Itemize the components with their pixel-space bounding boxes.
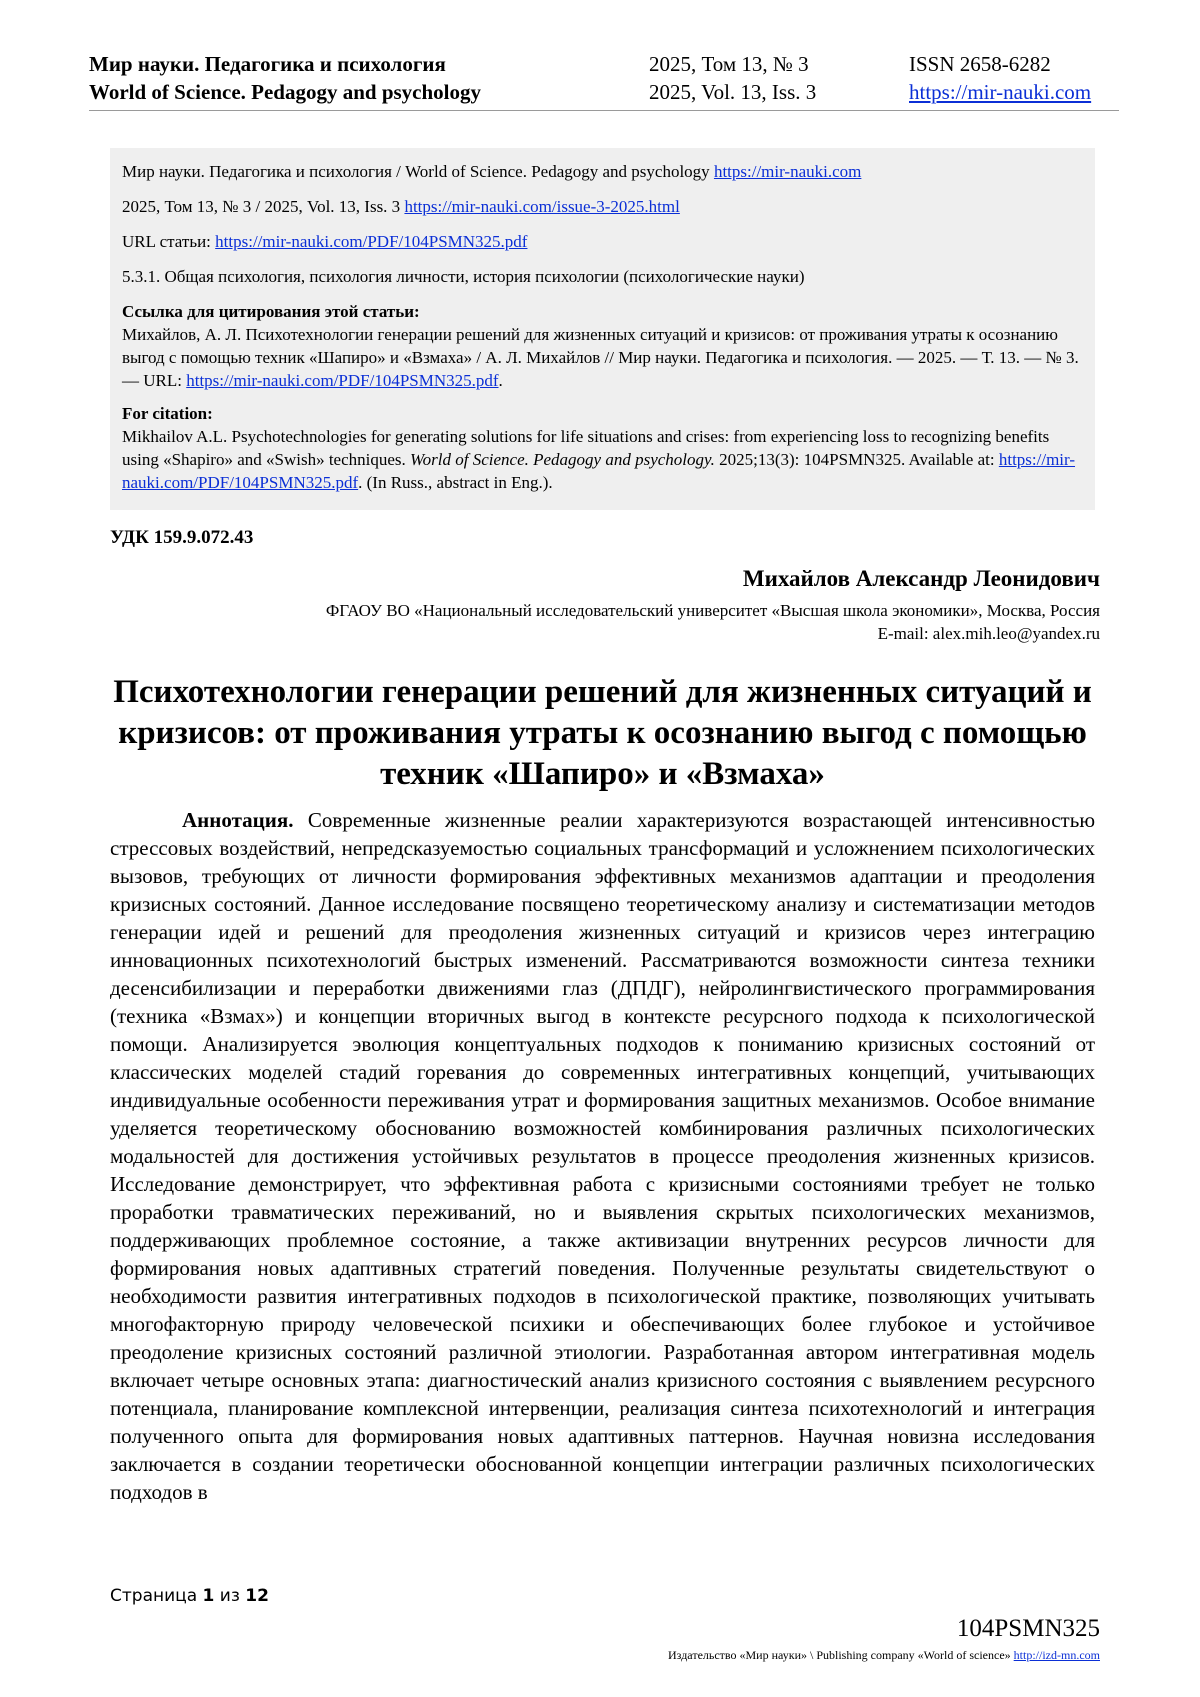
issue-ru: 2025, Том 13, № 3 [649,52,809,76]
citation-en-tail: 2025;13(3): 104PSMN325. Available at: [719,450,995,469]
journal-line: Мир науки. Педагогика и психология / World of Science. Pedagogy and psychology https://mir-nauki.com [122,162,862,181]
citation-en [122,402,1083,494]
citation-ru-text: Михайлов, А. Л. Психотехнологии генерации решений для жизненных ситуаций и кризисов: от проживания утраты к осознанию выгод с помощью техник «Шапиро» и «Взмаха» / А. Л. Михайлов // Мир науки. Педагогика и психология. — 2025. — Т. 13. — № 3. — URL: [122,325,1079,390]
author-name: Михайлов Александр Леонидович [742,566,1100,591]
citation-en-link[interactable]: https://mir-nauki.com/PDF/104PSMN325.pdf [122,450,1076,492]
header-divider [89,110,1119,111]
journal-url-link[interactable]: https://mir-nauki.com [713,162,862,181]
article-title: Психотехнологии генерации решений для жизненных ситуаций и кризисов: от проживания утраты к осознанию выгод с помощью техник «Шапиро» и «Взмаха» [113,674,1092,792]
issue-line: 2025, Том 13, № 3 / 2025, Vol. 13, Iss. 3 https://mir-nauki.com/issue-3-2025.html [122,197,680,216]
article-url-link[interactable]: https://mir-nauki.com/PDF/104PSMN325.pdf [215,232,528,251]
journal-site-link[interactable]: https://mir-nauki.com [909,80,1092,104]
specialty-line: 5.3.1. Общая психология, психология личности, история психологии (психологические науки) [122,267,805,286]
citation-en-note: . (In Russ., abstract in Eng.). [358,473,553,492]
journal-title-ru: Мир науки. Педагогика и психология [89,52,446,76]
citation-box [110,148,1095,510]
citation-ru-link[interactable]: https://mir-nauki.com/PDF/104PSMN325.pdf [186,371,499,390]
issn: ISSN 2658-6282 [909,52,1051,76]
page-number: Страница 1 из 12 [110,1586,269,1606]
citation-ru-label: Ссылка для цитирования этой статьи: [122,302,420,321]
udk-code: УДК 159.9.072.43 [110,527,254,548]
author-email: E-mail: alex.mih.leo@yandex.ru [877,624,1100,643]
citation-en-journal: World of Science. Pedagogy and psychology. [410,450,715,469]
author-affiliation [326,599,1100,645]
citation-en-label: For citation: [122,404,213,423]
article-code: 104PSMN325 [956,1615,1100,1642]
abstract-label: Аннотация. [182,808,294,832]
citation-ru: Ссылка для цитирования этой статьи: Михайлов, А. Л. Психотехнологии генерации решений для жизненных ситуаций и кризисов: от проживания утраты к осознанию выгод с помощью техник «Шапиро» и «Взмаха» / А. Л. Михайлов // Мир науки. Педагогика и психология. — 2025. — Т. 13. — № 3. — URL: https://mir-nauki.com/PDF/104PSMN325.pdf. [122,300,1083,392]
article-url-line: URL статьи: https://mir-nauki.com/PDF/104PSMN325.pdf [122,232,528,251]
journal-header [89,50,1119,106]
issue-url-link[interactable]: https://mir-nauki.com/issue-3-2025.html [404,197,680,216]
journal-title-en: World of Science. Pedagogy and psychology [89,80,482,104]
affiliation-text: ФГАОУ ВО «Национальный исследовательский университет «Высшая школа экономики», Москва, Россия [325,601,1100,620]
issue-en: 2025, Vol. 13, Iss. 3 [649,80,817,104]
publisher-link[interactable]: http://izd-mn.com [1013,1648,1100,1662]
citation-en-text: Mikhailov A.L. Psychotechnologies for generating solutions for life situations and crises: from experiencing loss to recognizing benefits using «Shapiro» and «Swish» techniques. [122,427,1050,469]
abstract-text: Современные жизненные реалии характеризуются возрастающей интенсивностью стрессовых воздействий, непредсказуемостью социальных трансформаций и усложнением психологических вызовов, требующих от личности формирования эффективных механизмов адаптации и преодоления кризисных состояний. Данное исследование посвящено теоретическому анализу и систематизации методов генерации идей и решений для преодоления жизненных ситуаций и кризисов через интеграцию инновационных психотехнологий быстрых изменений. Рассматриваются возможности синтеза техники десенсибилизации и переработки движениями глаз (ДПДГ), нейролингвистического программирования (техника «Взмах») и концепции вторичных выгод в контексте ресурсного подхода к психологической помощи. Анализируется эволюция концептуальных подходов к пониманию кризисных состояний от классических моделей стадий горевания до современных интегративных концепций, учитывающих индивидуальные особенности переживания утрат и формирования защитных механизмов. Особое внимание уделяется теоретическому обоснованию возможностей комбинирования различных психологических модальностей для достижения устойчивых результатов в процессе преодоления жизненных кризисов. Исследование демонстрирует, что эффективная работа с кризисными состояниями требует не только проработки травматических переживаний, но и выявления скрытых психологических механизмов, поддерживающих проблемное состояние, а также активизации внутренних ресурсов личности для формирования новых адаптивных стратегий поведения. Полученные результаты свидетельствуют о необходимости развития интегративных подходов в психологической практике, позволяющих учитывать многофакторную природу человеческой психики и обеспечивающих более глубокое и устойчивое преодоление кризисных состояний различной этиологии. Разработанная автором интегративная модель включает четыре основных этапа: диагностический анализ кризисного состояния с выявлением ресурсного потенциала, планирование комплексной интервенции, реализация синтеза психотехнологий и интеграция полученного опыта для формирования новых адаптивных паттернов. Научная новизна исследования заключается в создании теоретически обоснованной концепции интеграции различных психологических подходов в [110,808,1096,1504]
abstract [110,806,1095,1506]
publisher-line: Издательство «Мир науки» \ Publishing company «World of science» http://izd-mn.com [668,1648,1100,1662]
